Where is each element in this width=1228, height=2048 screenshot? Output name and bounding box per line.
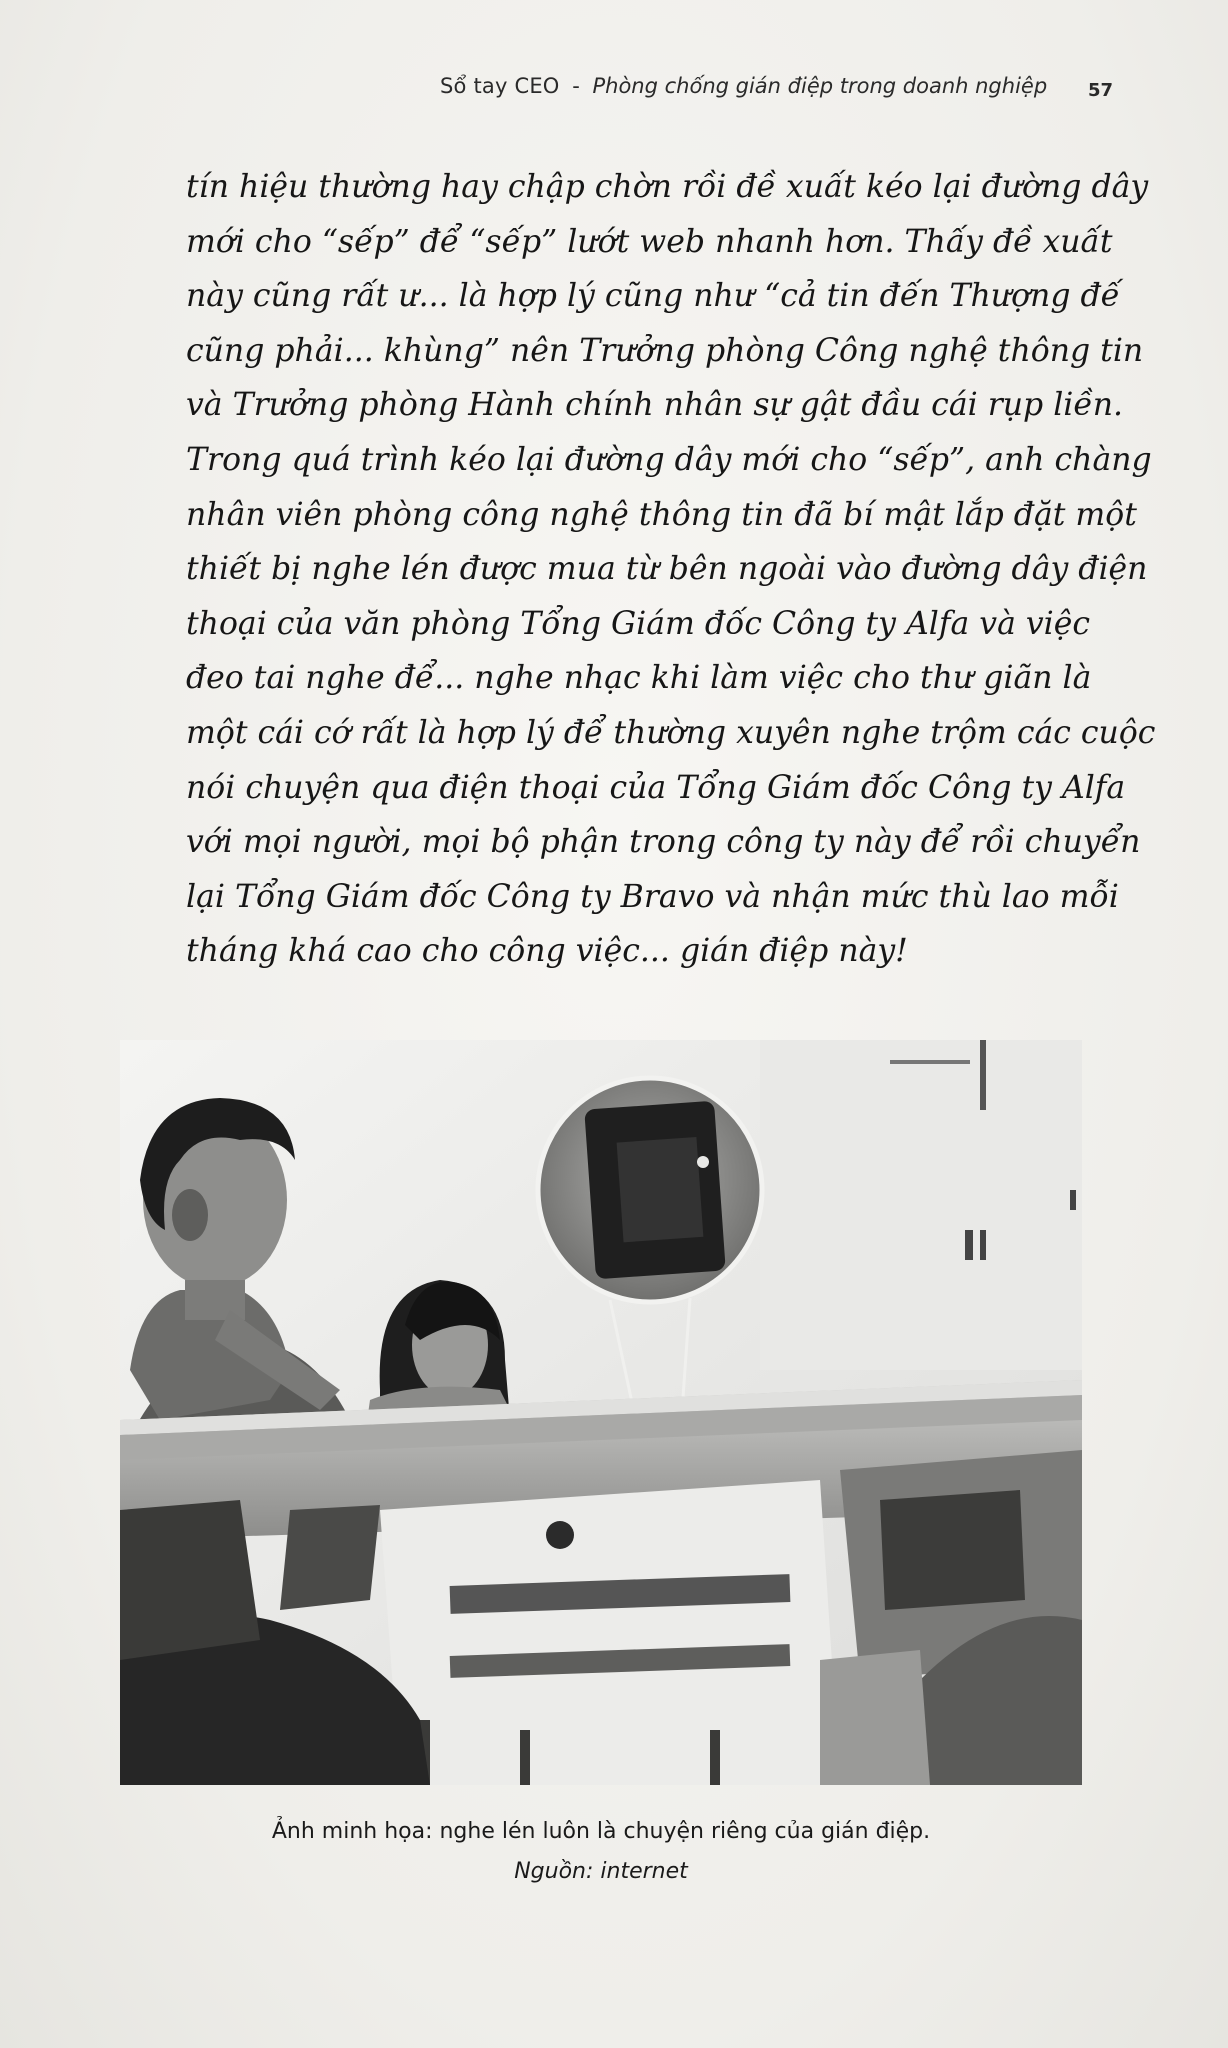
text-line: đeo tai nghe để... nghe nhạc khi làm việc cho thư giãn là xyxy=(186,660,1092,697)
page-number: 57 xyxy=(1088,80,1114,101)
book-title: Sổ tay CEO xyxy=(440,74,560,98)
text-line: và Trưởng phòng Hành chính nhân sự gật đầu cái rụp liền. xyxy=(186,387,1124,424)
text-line: cũng phải... khùng” nên Trưởng phòng Công nghệ thông tin xyxy=(186,332,1144,369)
text-line: một cái cớ rất là hợp lý để thường xuyên nghe trộm các cuộc xyxy=(186,714,1156,751)
running-header xyxy=(440,74,1160,114)
text-line: mới cho “sếp” để “sếp” lướt web nhanh hơn. Thấy đề xuất xyxy=(186,223,1113,260)
chapter-title: Phòng chống gián điệp trong doanh nghiệp xyxy=(592,74,1048,98)
illustration-photo xyxy=(120,1040,1082,1785)
text-line: nói chuyện qua điện thoại của Tổng Giám đốc Công ty Alfa xyxy=(186,769,1126,806)
text-line: tháng khá cao cho công việc... gián điệp này! xyxy=(186,933,908,970)
caption-text: Ảnh minh họa: nghe lén luôn là chuyện riêng của gián điệp. xyxy=(271,1819,931,1844)
figure-caption xyxy=(120,1812,1082,1892)
text-line: lại Tổng Giám đốc Công ty Bravo và nhận mức thù lao mỗi xyxy=(186,878,1119,915)
text-line: Trong quá trình kéo lại đường dây mới cho “sếp”, anh chàng xyxy=(186,441,1152,478)
caption-source: Nguồn: internet xyxy=(514,1859,688,1884)
body-paragraph xyxy=(186,160,1156,979)
text-line: thiết bị nghe lén được mua từ bên ngoài vào đường dây điện xyxy=(186,551,1148,588)
text-line: tín hiệu thường hay chập chờn rồi đề xuất kéo lại đường dây xyxy=(186,169,1149,205)
text-line: với mọi người, mọi bộ phận trong công ty này để rồi chuyển xyxy=(186,824,1141,861)
text-line: thoại của văn phòng Tổng Giám đốc Công ty Alfa và việc xyxy=(186,605,1091,642)
text-line: này cũng rất ư... là hợp lý cũng như “cả tin đến Thượng đế xyxy=(186,278,1121,315)
header-separator: - xyxy=(572,74,580,98)
text-line: nhân viên phòng công nghệ thông tin đã bí mật lắp đặt một xyxy=(186,496,1137,533)
monitor-foreground xyxy=(380,1480,840,1785)
photo-drawing xyxy=(120,1040,1082,1785)
